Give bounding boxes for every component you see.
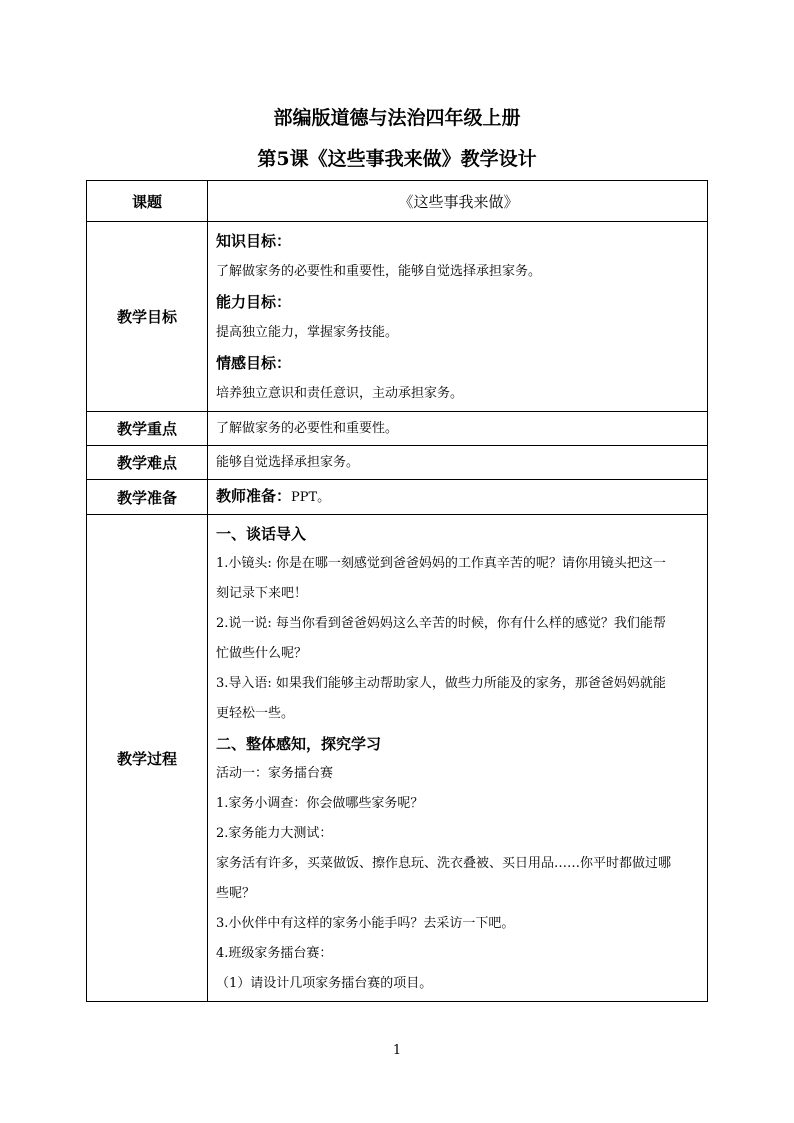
emotion-objective-text: 培养独立意识和责任意识，主动承担家务。 [216, 386, 464, 401]
process-line: 家务活有许多，买菜做饭、擦作息玩、洗衣叠被、买日用品……你平时都做过哪 [216, 856, 672, 871]
process-line: 些呢？ [216, 886, 256, 901]
objectives-row [87, 222, 708, 412]
process-line: 刻记录下来吧！ [216, 586, 308, 601]
process-row [87, 515, 708, 1002]
knowledge-objective-text: 了解做家务的必要性和重要性，能够自觉选择承担家务。 [216, 264, 542, 279]
lesson-plan-table [86, 180, 708, 1002]
emotion-objective-heading: 情感目标： [216, 354, 292, 372]
activity-1-title: 活动一：家务擂台赛 [216, 766, 334, 781]
preparation-content [208, 480, 708, 515]
key-point-label: 教学重点 [87, 412, 208, 446]
process-content [208, 515, 708, 1002]
preparation-value: PPT。 [291, 490, 331, 505]
objectives-label: 教学目标 [87, 222, 208, 412]
key-point-value: 了解做家务的必要性和重要性。 [208, 412, 708, 446]
difficulty-value: 能够自觉选择承担家务。 [208, 446, 708, 480]
topic-value: 《这些事我来做》 [208, 181, 708, 222]
difficulty-row [87, 446, 708, 480]
process-line: 2.说一说: 每当你看到爸爸妈妈这么辛苦的时候，你有什么样的感觉？我们能帮 [216, 616, 666, 631]
preparation-row [87, 480, 708, 515]
difficulty-label: 教学难点 [87, 446, 208, 480]
document-title: 部编版道德与法治四年级上册 [273, 107, 521, 129]
process-line: 忙做些什么呢？ [216, 646, 308, 661]
key-point-row [87, 412, 708, 446]
process-line: 3.小伙伴中有这样的家务小能手吗？去采访一下吧。 [216, 916, 515, 931]
process-line: 1.小镜头: 你是在哪一刻感觉到爸爸妈妈的工作真辛苦的呢？请你用镜头把这一 [216, 556, 666, 571]
topic-row [87, 181, 708, 222]
section-1-heading: 一、谈话导入 [216, 525, 307, 543]
preparation-bold-label: 教师准备： [216, 487, 292, 505]
ability-objective-heading: 能力目标： [216, 293, 292, 311]
knowledge-objective-heading: 知识目标： [216, 232, 292, 250]
process-line: 更轻松一些。 [216, 706, 295, 721]
process-line: 1.家务小调查：你会做哪些家务呢？ [216, 796, 424, 811]
process-label: 教学过程 [87, 515, 208, 1002]
ability-objective-text: 提高独立能力，掌握家务技能。 [216, 325, 399, 340]
process-line: 3.导入语: 如果我们能够主动帮助家人，做些力所能及的家务，那爸爸妈妈就能 [216, 676, 666, 691]
objectives-content [208, 222, 708, 412]
process-line: （1）请设计几项家务擂台赛的项目。 [216, 976, 433, 991]
lesson-title: 第5课《这些事我来做》教学设计 [257, 148, 537, 170]
topic-label: 课题 [87, 181, 208, 222]
preparation-label: 教学准备 [87, 480, 208, 515]
section-2-heading: 二、整体感知，探究学习 [216, 735, 382, 753]
process-line: 2.家务能力大测试： [216, 826, 333, 841]
page-number: 1 [392, 1043, 402, 1058]
process-line: 4.班级家务擂台赛： [216, 946, 333, 961]
